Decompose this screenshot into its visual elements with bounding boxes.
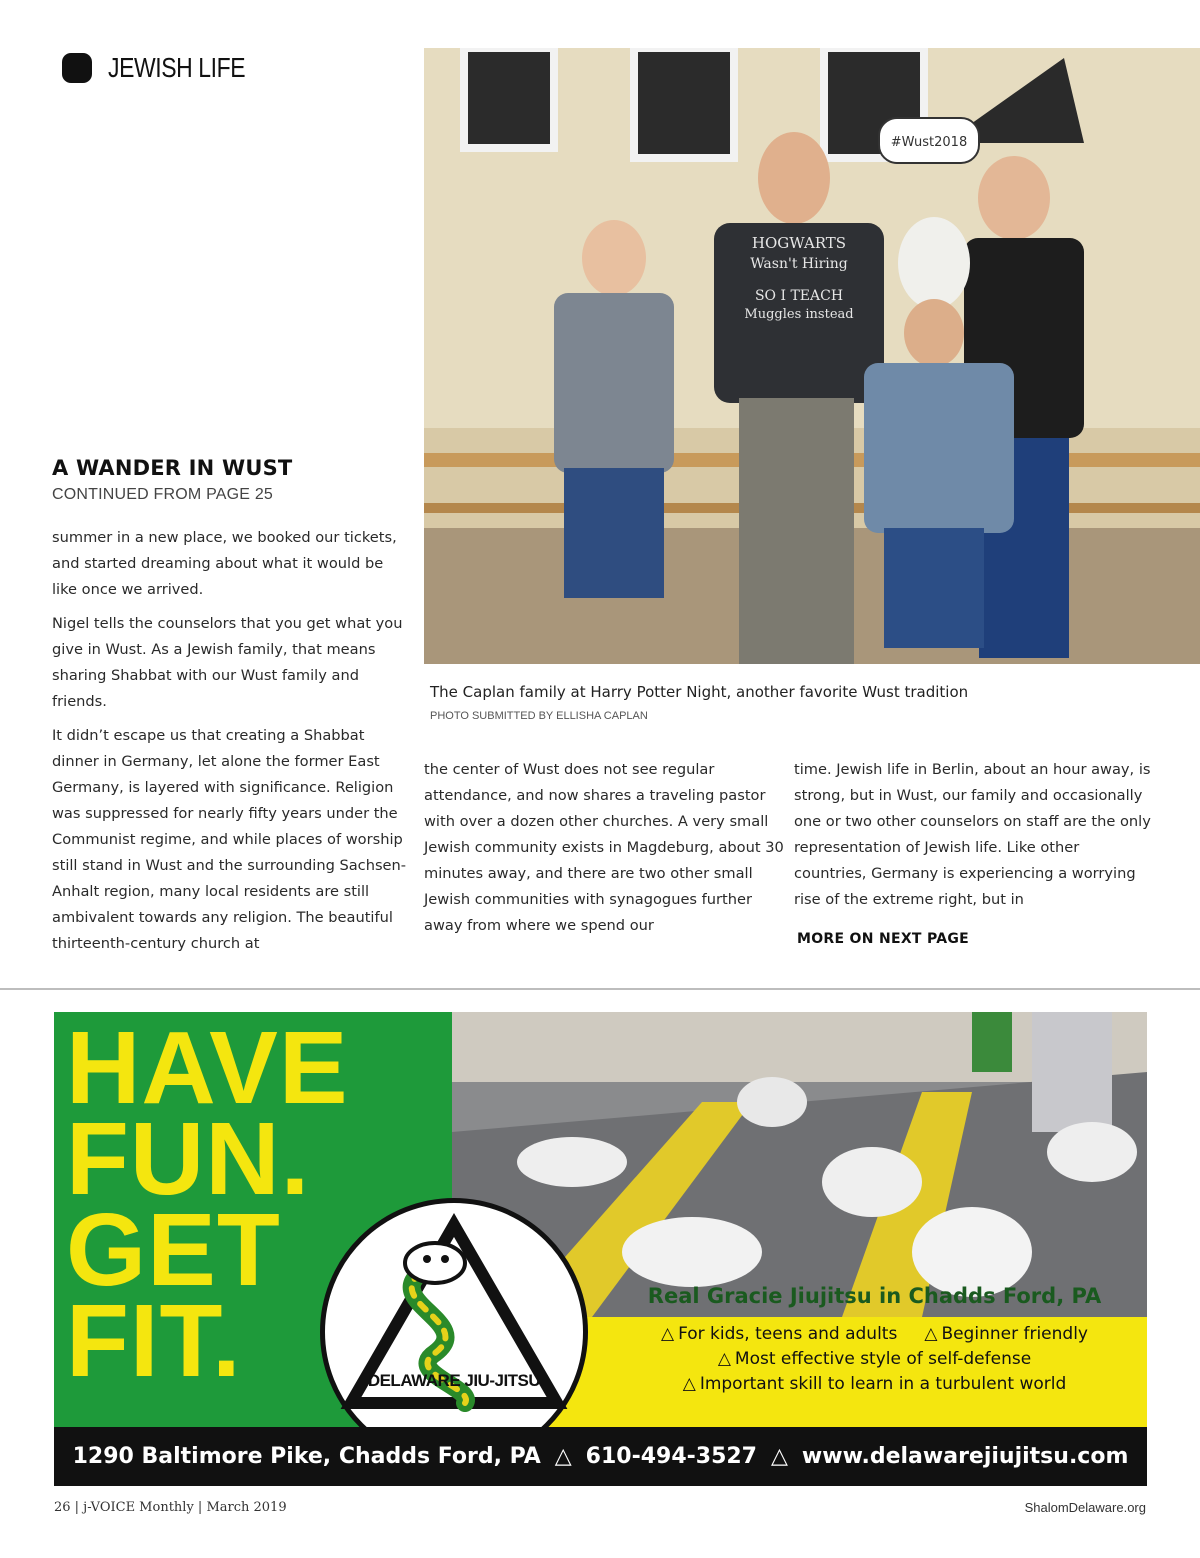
ad-address: 1290 Baltimore Pike, Chadds Ford, PA: [72, 1444, 541, 1469]
ad-phone[interactable]: 610-494-3527: [585, 1444, 757, 1469]
delaware-jiujitsu-logo: [320, 1198, 588, 1466]
slogan-line: FUN.: [66, 1101, 311, 1216]
page-footer-info: 26 | j-VOICE Monthly | March 2019: [54, 1500, 287, 1515]
paragraph: summer in a new place, we booked our tickets, and started dreaming about what it would be like once we arrived.: [52, 529, 397, 598]
shirt-text-4: Muggles instead: [744, 307, 854, 322]
section-divider: [0, 988, 1200, 990]
ad-contact-bar: [54, 1427, 1147, 1486]
logo-label: DELAWARE JIU-JITSU: [367, 1371, 541, 1390]
photo-caption: The Caplan family at Harry Potter Night, another favorite Wust tradition: [430, 683, 969, 701]
continued-from: CONTINUED FROM PAGE 25: [52, 486, 274, 503]
triangle-icon: △: [682, 1374, 696, 1394]
shirt-text-3: SO I TEACH: [754, 288, 844, 304]
feature-row: [602, 1322, 1147, 1347]
slogan-line: HAVE: [66, 1012, 349, 1125]
feature-item: Important skill to learn in a turbulent world: [699, 1374, 1067, 1394]
feature-item: Beginner friendly: [941, 1324, 1088, 1344]
article-column-3: time. Jewish life in Berlin, about an hour away, is strong, but in Wust, our family and occasionally one or two other counselors on staff are the only representation of Jewish life. Like other countries, Germany is experiencing a worrying rise of the extreme right, but in: [794, 761, 1151, 908]
jiujitsu-advertisement[interactable]: [54, 1012, 1147, 1486]
shirt-text-2: Wasn't Hiring: [750, 256, 848, 272]
feature-item: For kids, teens and adults: [678, 1324, 898, 1344]
paragraph: It didn’t escape us that creating a Shabbat dinner in Germany, let alone the former East Germany, is layered with significance. Religion was suppressed for nearly fifty years under the Communist regime, and while places of worship still stand in Wust and the surrounding Sachsen-Anhalt region, many local residents are still ambivalent towards any religion. The beautiful thirteenth-century church at: [52, 727, 407, 952]
article-column-2: the center of Wust does not see regular attendance, and now shares a traveling pastor with over a dozen other churches. A very small Jewish community exists in Magdeburg, about 30 minutes away, and there are two other small Jewish communities with synagogues further away from where we spend our: [424, 761, 784, 934]
ad-features-list: [602, 1322, 1147, 1397]
triangle-icon: △: [717, 1349, 731, 1369]
feature-row: [602, 1347, 1147, 1372]
triangle-icon: △: [661, 1324, 675, 1344]
triangle-icon: △: [554, 1444, 572, 1469]
paragraph: Nigel tells the counselors that you get what you give in Wust. As a Jewish family, that means sharing Shabbat with our Wust family and friends.: [52, 615, 403, 710]
ad-website-link[interactable]: www.delawarejiujitsu.com: [801, 1444, 1129, 1469]
ad-slogan: [66, 1012, 349, 1398]
triangle-icon: △: [924, 1324, 938, 1344]
family-photo: [424, 48, 1200, 664]
feature-row: [602, 1372, 1147, 1397]
slogan-line: GET: [66, 1192, 281, 1307]
article-column-1: [52, 525, 412, 965]
ad-title: Real Gracie Jiujitsu in Chadds Ford, PA: [647, 1284, 1102, 1308]
photo-credit: PHOTO SUBMITTED BY ELLISHA CAPLAN: [430, 710, 648, 722]
shirt-text-1: HOGWARTS: [751, 234, 847, 252]
section-label: [62, 50, 275, 86]
more-on-next-page-link[interactable]: MORE ON NEXT PAGE: [797, 931, 970, 947]
section-title: JEWISH LIFE: [108, 52, 246, 83]
article-headline: A WANDER IN WUST: [52, 456, 293, 480]
triangle-icon: △: [771, 1444, 788, 1469]
footer-website-link[interactable]: ShalomDelaware.org: [1024, 1500, 1146, 1515]
slogan-line: FIT.: [66, 1283, 242, 1398]
feature-item: Most effective style of self-defense: [734, 1349, 1032, 1369]
photo-sign-text: #Wust2018: [890, 135, 968, 150]
section-bullet-icon: [62, 53, 92, 83]
